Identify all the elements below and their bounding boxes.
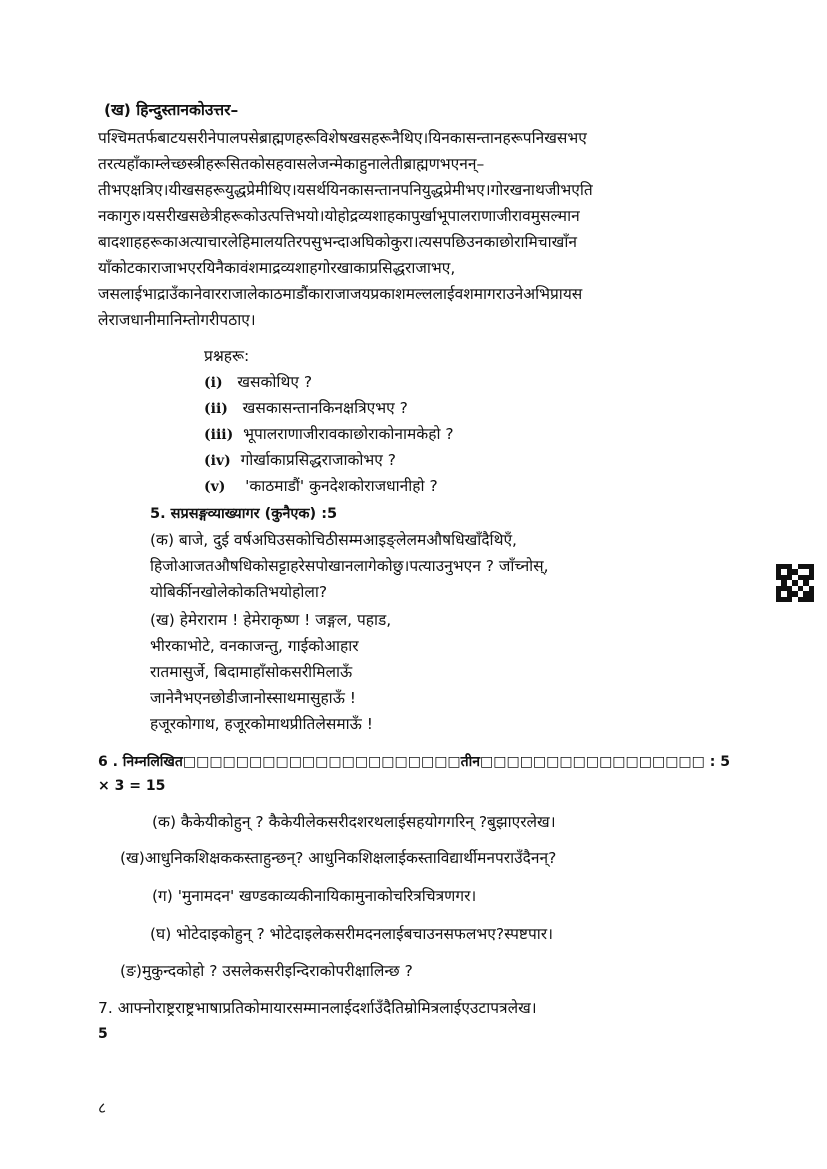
q5-line: हजूरकोगाथ, हजूरकोमाथप्रीतिलेसमाऊँ ! xyxy=(150,715,373,733)
question-item xyxy=(204,372,312,393)
passage-line: जसलाईभाद्राउँकानेवारराजालेकाठमाडौंकाराजाजयप्रकाशमल्ललाईवशमागराउनेअभिप्रायस xyxy=(98,285,583,303)
question-number: (iv) xyxy=(204,453,231,469)
question-number: (iii) xyxy=(204,427,234,443)
q5-line: योबिर्कीनखोलेकोकतिभयोहोला? xyxy=(150,583,328,601)
passage-line: तीभएक्षत्रिए।यीखसहरूयुद्धप्रेमीथिए।यसर्थयिनकासन्तानपनियुद्धप्रेमीभए।गोरखनाथजीभएति xyxy=(98,181,593,199)
q5-line: भीरकाभोटे, वनकाजन्तु, गाईकोआहार xyxy=(150,637,359,655)
passage-line: लेराजधानीमानिम्तोगरीपठाए। xyxy=(98,311,256,329)
question-item xyxy=(204,450,396,471)
question-item xyxy=(204,424,454,445)
q6-item: (ग) 'मुनामदन' खण्डकाव्यकीनायिकामुनाकोचरित्रचित्रणगर। xyxy=(152,887,477,905)
q6-item: (घ) भोटेदाइकोहुन् ? भोटेदाइलेकसरीमदनलाईबचाउनसफलभए?स्पष्टपार। xyxy=(150,925,554,943)
question-text: भूपालराणाजीरावकाछोराकोनामकेहो ? xyxy=(243,425,454,443)
q5-line: हिजोआजतऔषधिकोसट्टाहरेसपोखानलागेकोछु।पत्याउनुभएन ? जाँच्नोस्, xyxy=(150,557,549,575)
passage-line: पश्चिमतर्फबाटयसरीनेपालपसेब्राह्मणहरूविशेषखसहरूनैथिए।यिनकासन्तानहरूपनिखसभए xyxy=(98,129,587,147)
passage-line: तरत्यहाँकाम्लेच्छस्त्रीहरूसितकोसहवासलेजन्मेकाहुनालेतीब्राह्मणभएनन्– xyxy=(98,155,485,173)
q6-item: (ङ)मुकुन्दकोहो ? उसलेकसरीइन्दिराकोपरीक्षालिन्छ ? xyxy=(120,962,413,980)
page-number: ८ xyxy=(98,1099,107,1117)
qr-code-icon xyxy=(776,564,814,602)
q5-title: 5. सप्रसङ्गव्याख्यागर (कुनैएक) :5 xyxy=(150,506,338,522)
question-number: (i) xyxy=(204,375,223,391)
question-text: गोर्खाकाप्रसिद्धराजाकोभए ? xyxy=(240,451,397,469)
passage-heading: (ख) हिन्दुस्तानकोउत्तर– xyxy=(104,101,239,119)
questions-header: प्रश्नहरू: xyxy=(204,347,250,365)
passage-line: याँकोटकाराजाभएरयिनैकावंशमाद्रव्यशाहगोरखाकाप्रसिद्धराजाभए, xyxy=(98,259,456,277)
question-item xyxy=(204,398,408,419)
q6-item: (ख)आधुनिकशिक्षककस्ताहुन्छन्? आधुनिकशिक्षलाईकस्ताविद्यार्थीमनपराउँदैनन्? xyxy=(120,849,557,867)
q5-line: (क) बाजे, दुई वर्षअघिउसकोचिठीसम्मआइङ्लेलमऔषधिखाँदैथिएँ, xyxy=(150,531,517,549)
passage-line: बादशाहहरूकाअत्याचारलेहिमालयतिरपसुभन्दाअघिकोकुरा।त्यसपछिउनकाछोरामिचाखाँन xyxy=(98,233,577,251)
q5-line: जानेनैभएनछोडीजानोस्साथमासुहाऊँ ! xyxy=(150,689,357,707)
q6-marks: × 3 = 15 xyxy=(98,778,166,794)
q5-line: (ख) हेमेराराम ! हेमेराकृष्ण ! जङ्गल, पहाड, xyxy=(150,611,392,629)
passage-line: नकागुरु।यसरीखसछेत्रीहरूकोउत्पत्तिभयो।योहोद्रव्यशाहकापुर्खाभूपालराणाजीरावमुसल्मान xyxy=(98,207,580,225)
q6-item: (क) कैकेयीकोहुन् ? कैकेयीलेकसरीदशरथलाईसहयोगगरिन् ?बुझाएरलेख। xyxy=(152,813,556,831)
q7-instruction: 7. आफ्नोराष्ट्रराष्ट्रभाषाप्रतिकोमायारसम्मानलाईदर्शाउँदैतिम्रोमित्रलाईएउटापत्रलेख। xyxy=(98,999,537,1017)
question-item xyxy=(204,476,438,497)
q7-marks: 5 xyxy=(98,1026,108,1042)
question-number: (ii) xyxy=(204,401,228,417)
question-number: (v) xyxy=(204,479,226,495)
question-text: खसकासन्तानकिनक्षत्रिएभए ? xyxy=(242,399,408,417)
question-text: खसकोथिए ? xyxy=(237,373,313,391)
question-text: 'काठमाडौं' कुनदेशकोराजधानीहो ? xyxy=(245,477,438,495)
q6-instruction: 6 . निम्नलिखित□□□□□□□□□□□□□□□□□□□□□तीन□□□□□□□□□□□□□□□□□ : 5 xyxy=(98,754,730,770)
q5-line: रातमासुर्जे, बिदामाहाँसोकसरीमिलाऊँ xyxy=(150,663,353,681)
